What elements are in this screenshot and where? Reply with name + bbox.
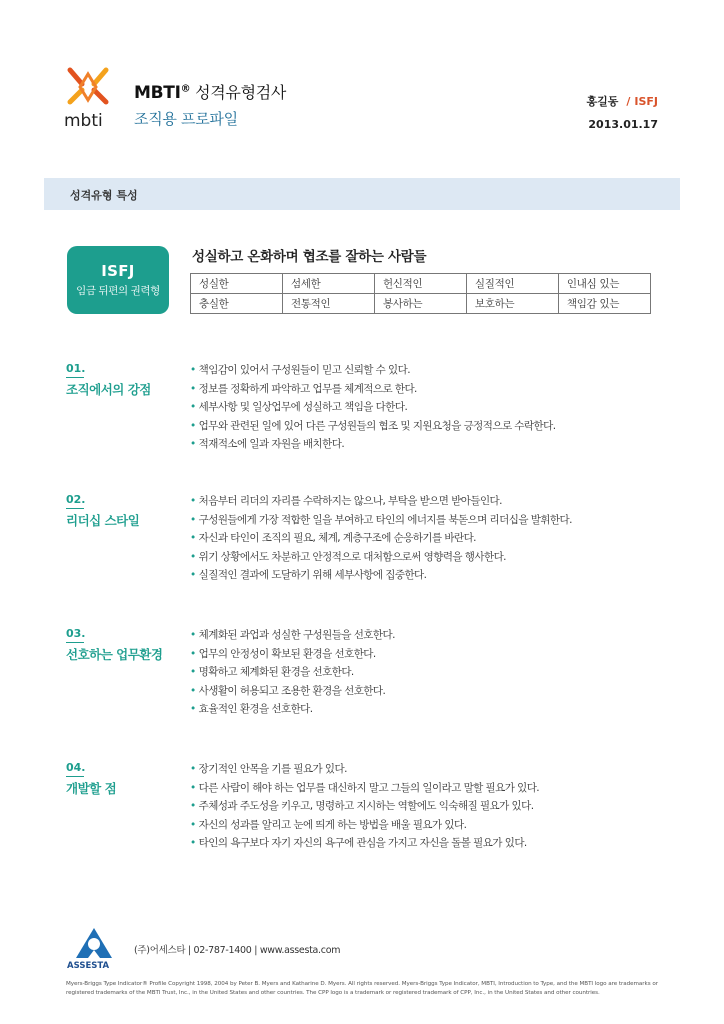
type-headline: 성실하고 온화하며 협조를 잘하는 사람들 — [192, 249, 427, 265]
trait-cell: 인내심 있는 — [558, 274, 650, 294]
list-item-text: 적재적소에 일과 자원을 배치한다. — [198, 438, 345, 451]
bullet-icon: • — [190, 800, 196, 813]
list-item — [190, 418, 555, 437]
bullet-icon: • — [190, 818, 196, 831]
mbti-logo-text: mbti — [64, 111, 103, 130]
section-underline — [66, 642, 84, 643]
bullet-icon: • — [190, 703, 196, 716]
report-subtitle: 조직용 프로파일 — [134, 110, 238, 128]
section-band-label: 성격유형 특성 — [70, 189, 138, 202]
separator: / — [626, 95, 631, 108]
list-item — [190, 683, 395, 702]
trait-cell: 충실한 — [191, 294, 283, 314]
bullet-icon: • — [190, 837, 196, 850]
list-item — [190, 436, 555, 455]
trait-cell: 전통적인 — [282, 294, 374, 314]
list-item-text: 처음부터 리더의 자리를 수락하지는 않으나, 부탁을 받으면 받아들인다. — [198, 495, 502, 507]
trait-cell: 성실한 — [191, 274, 283, 294]
trait-cell: 섬세한 — [282, 274, 374, 294]
brand-title — [134, 80, 286, 103]
list-item — [190, 761, 539, 780]
bullet-icon: • — [190, 438, 196, 451]
list-item — [190, 780, 539, 799]
section-band — [44, 178, 680, 210]
bullet-icon: • — [190, 666, 196, 679]
section-underline — [66, 377, 84, 378]
section-number: 01. — [66, 362, 86, 375]
trait-row — [191, 294, 651, 314]
list-item-text: 주체성과 주도성을 키우고, 명령하고 지시하는 역할에도 익숙해질 필요가 있다. — [198, 800, 534, 813]
list-item-text: 책임감이 있어서 구성원들이 믿고 신뢰할 수 있다. — [198, 364, 411, 376]
list-item-text: 체계화된 과업과 성실한 구성원들을 선호한다. — [198, 629, 395, 641]
list-item — [190, 493, 572, 512]
section-underline — [66, 508, 84, 509]
trait-cell: 보호하는 — [466, 294, 558, 314]
section-list — [190, 493, 572, 586]
trait-cell: 책임감 있는 — [558, 294, 650, 314]
brand-product: 성격유형검사 — [190, 83, 287, 102]
report-date: 2013.01.17 — [588, 118, 658, 131]
bullet-icon: • — [190, 513, 196, 526]
trait-cell: 봉사하는 — [374, 294, 466, 314]
assesta-logo — [66, 926, 122, 970]
bullet-icon: • — [190, 763, 196, 775]
list-item — [190, 701, 395, 720]
bullet-icon: • — [190, 647, 196, 660]
bullet-icon: • — [190, 495, 196, 507]
section-list — [190, 761, 539, 854]
type-nickname: 임금 뒤편의 권력형 — [76, 285, 160, 297]
list-item-text: 자신의 성과를 알리고 눈에 띄게 하는 방법을 배울 필요가 있다. — [198, 818, 467, 831]
section-list — [190, 362, 555, 455]
list-item — [190, 549, 572, 568]
assesta-logo-text: ASSESTA — [67, 961, 110, 970]
bullet-icon: • — [190, 684, 196, 697]
brand-name: MBTI — [134, 83, 181, 103]
section-number: 02. — [66, 493, 86, 506]
list-item-text: 다른 사람이 해야 하는 업무를 대신하지 말고 그들의 일이라고 말할 필요가 있다. — [198, 781, 540, 794]
bullet-icon: • — [190, 781, 196, 794]
list-item-text: 위기 상황에서도 차분하고 안정적으로 대처함으로써 영향력을 행사한다. — [198, 550, 506, 563]
trait-cell: 실질적인 — [466, 274, 558, 294]
registered-mark: ® — [180, 83, 191, 95]
list-item — [190, 664, 395, 683]
list-item-text: 정보를 정확하게 파악하고 업무를 체계적으로 한다. — [198, 382, 417, 395]
list-item — [190, 381, 555, 400]
bullet-icon: • — [190, 364, 196, 376]
mbti-logo — [62, 64, 114, 130]
list-item-text: 명확하고 체계화된 환경을 선호한다. — [198, 666, 354, 679]
company-contact: (주)어세스타 | 02-787-1400 | www.assesta.com — [134, 945, 341, 956]
list-item-text: 타인의 욕구보다 자기 자신의 욕구에 관심을 가지고 자신을 돌볼 필요가 있다. — [198, 837, 527, 850]
user-type: ISFJ — [634, 95, 658, 108]
list-item-text: 효율적인 환경을 선호한다. — [198, 703, 313, 716]
list-item — [190, 567, 572, 586]
list-item — [190, 817, 539, 836]
bullet-icon: • — [190, 569, 196, 582]
list-item — [190, 646, 395, 665]
list-item-text: 장기적인 안목을 기를 필요가 있다. — [198, 763, 347, 775]
list-item-text: 자신과 타인이 조직의 필요, 체계, 계층구조에 순응하기를 바란다. — [198, 532, 476, 545]
section-title: 개발할 점 — [66, 781, 117, 796]
section-title: 조직에서의 강점 — [66, 382, 151, 397]
list-item-text: 업무와 관련된 일에 있어 다른 구성원들의 협조 및 지원요청을 긍정적으로 수락한다. — [198, 419, 556, 432]
list-item-text: 사생활이 허용되고 조용한 환경을 선호한다. — [198, 684, 386, 697]
list-item — [190, 835, 539, 854]
list-item — [190, 399, 555, 418]
list-item — [190, 512, 572, 531]
section-title: 리더십 스타일 — [66, 513, 140, 528]
section-underline — [66, 776, 84, 777]
user-name: 홍길동 — [586, 95, 619, 108]
user-info — [586, 93, 658, 109]
bullet-icon: • — [190, 401, 196, 414]
section-list — [190, 627, 395, 720]
copyright-notice: Myers-Briggs Type Indicator® Profile Copyright 1998, 2004 by Peter B. Myers and Katharine D. Myers. All rights reserved. Myers-Briggs Type Indicator, MBTI, Introduction to Type, and the MBTI logo are trademarks or registered trademarks of the MBTI Trust, Inc., in the United States and other countries. The CPP logo is a trademark or registered trademark of CPP, Inc., in the United States and other countries. — [66, 981, 658, 996]
list-item — [190, 530, 572, 549]
list-item-text: 업무의 안정성이 확보된 환경을 선호한다. — [198, 647, 376, 660]
section-title: 선호하는 업무환경 — [66, 647, 163, 662]
list-item-text: 실질적인 결과에 도달하기 위해 세부사항에 집중한다. — [198, 569, 427, 582]
trait-table — [190, 273, 651, 314]
section-number: 03. — [66, 627, 86, 640]
bullet-icon: • — [190, 382, 196, 395]
bullet-icon: • — [190, 550, 196, 563]
trait-row — [191, 274, 651, 294]
section-number: 04. — [66, 761, 86, 774]
bullet-icon: • — [190, 629, 196, 641]
type-badge — [67, 246, 169, 314]
list-item-text: 구성원들에게 가장 적합한 일을 부여하고 타인의 에너지를 북돋으며 리더십을 발휘한다. — [198, 513, 572, 526]
list-item — [190, 627, 395, 646]
list-item — [190, 362, 555, 381]
list-item-text: 세부사항 및 일상업무에 성실하고 책임을 다한다. — [198, 401, 408, 414]
bullet-icon: • — [190, 532, 196, 545]
type-code: ISFJ — [101, 262, 135, 280]
bullet-icon: • — [190, 419, 196, 432]
trait-cell: 헌신적인 — [374, 274, 466, 294]
list-item — [190, 798, 539, 817]
